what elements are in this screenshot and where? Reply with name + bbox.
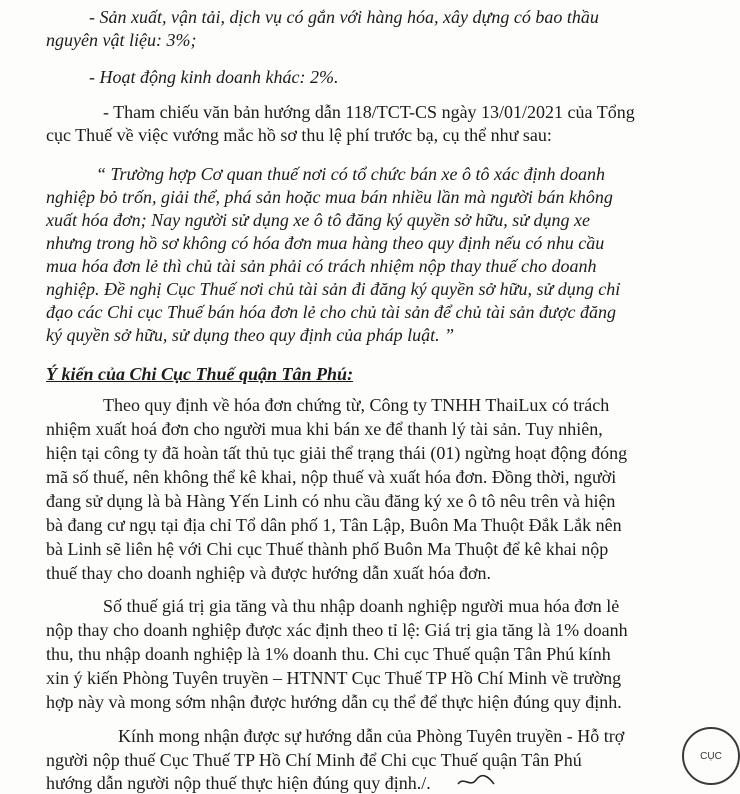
quote-line: mua hóa đơn lẻ thì chủ tài sản phải có trách nhiệm nộp thay thuế cho doanh bbox=[46, 256, 597, 276]
text-line: bà đang cư ngụ tại địa chỉ Tổ dân phố 1, Tân Lập, Buôn Ma Thuột Đắk Lắk nên bbox=[46, 515, 622, 535]
text-line: - Sản xuất, vận tải, dịch vụ có gắn với hàng hóa, xây dựng có bao thầu bbox=[89, 7, 599, 27]
text-line: Số thuế giá trị gia tăng và thu nhập doanh nghiệp người mua hóa đơn lẻ bbox=[103, 596, 620, 616]
quote-line: nghiệp bỏ trốn, giải thể, phá sản hoặc mua bán nhiều lần mà người bán không bbox=[46, 187, 613, 207]
text-line: người nộp thuế Cục Thuế TP Hồ Chí Minh để Chi cục Thuế quận Tân Phú bbox=[46, 750, 582, 770]
text-line: Kính mong nhận được sự hướng dẫn của Phòng Tuyên truyền - Hỗ trợ bbox=[118, 726, 625, 746]
text-line: nhiệm xuất hoá đơn cho người mua khi bán xe để thanh lý tài sản. Tuy nhiên, bbox=[46, 419, 603, 439]
quote-line: ký quyền sở hữu, sử dụng theo quy định của pháp luật. ” bbox=[46, 325, 455, 345]
text-line: hợp này và mong sớm nhận được hướng dẫn cụ thể để thực hiện đúng quy định. bbox=[46, 692, 622, 712]
text-line: - Hoạt động kinh doanh khác: 2%. bbox=[89, 67, 339, 87]
official-stamp bbox=[682, 727, 740, 785]
quote-line: xuất hóa đơn; Nay người sử dụng xe ô tô đăng ký quyền sở hữu, sử dụng xe bbox=[46, 210, 590, 230]
text-line: hiện tại công ty đã hoàn tất thủ tục giải thể trạng thái (01) ngừng hoạt động đóng bbox=[46, 443, 628, 463]
signature-mark bbox=[456, 774, 496, 788]
text-line: xin ý kiến Phòng Tuyên truyền – HTNNT Cục Thuế TP Hồ Chí Minh về trường bbox=[46, 668, 622, 688]
text-line: thuế thay cho doanh nghiệp và được hướng dẫn xuất hóa đơn. bbox=[46, 563, 491, 583]
section-heading: Ý kiến của Chi Cục Thuế quận Tân Phú: bbox=[46, 364, 354, 384]
text-line: nguyên vật liệu: 3%; bbox=[46, 30, 197, 50]
text-line: mã số thuế, nên không thể kê khai, nộp thuế và xuất hóa đơn. Đồng thời, người bbox=[46, 467, 617, 487]
quote-line: đạo các Chi cục Thuế bán hóa đơn lẻ cho chủ tài sản để chủ tài sản được đăng bbox=[46, 302, 616, 322]
text-line: hướng dẫn người nộp thuế thực hiện đúng quy định./. bbox=[46, 773, 431, 793]
text-line: nộp thay cho doanh nghiệp được xác định theo tỉ lệ: Giá trị gia tăng là 1% doanh bbox=[46, 620, 628, 640]
text-line: Theo quy định về hóa đơn chứng từ, Công ty TNHH ThaiLux có trách bbox=[103, 395, 610, 415]
text-line: đang sử dụng là bà Hàng Yến Linh có nhu cầu đăng ký xe ô tô nêu trên và hiện bbox=[46, 491, 616, 511]
text-line: bà Linh sẽ liên hệ với Chi cục Thuế thành phố Buôn Ma Thuột để kê khai nộp bbox=[46, 539, 609, 559]
stamp-text: CỤC bbox=[700, 750, 722, 762]
text-line: thu, thu nhập doanh nghiệp là 1% doanh thu. Chi cục Thuế quận Tân Phú kính bbox=[46, 644, 611, 664]
quote-line: “ Trường hợp Cơ quan thuế nơi có tổ chức bán xe ô tô xác định doanh bbox=[96, 164, 606, 184]
quote-line: nghiệp. Đề nghị Cục Thuế nơi chủ tài sản đi đăng ký quyền sở hữu, sử dụng chỉ bbox=[46, 279, 621, 299]
quote-line: nhưng trong hồ sơ không có hóa đơn mua hàng theo quy định nếu có nhu cầu bbox=[46, 233, 605, 253]
text-line: cục Thuế về việc vướng mắc hồ sơ thu lệ phí trước bạ, cụ thể như sau: bbox=[46, 125, 552, 145]
text-line: - Tham chiếu văn bản hướng dẫn 118/TCT-CS ngày 13/01/2021 của Tổng bbox=[103, 102, 635, 122]
